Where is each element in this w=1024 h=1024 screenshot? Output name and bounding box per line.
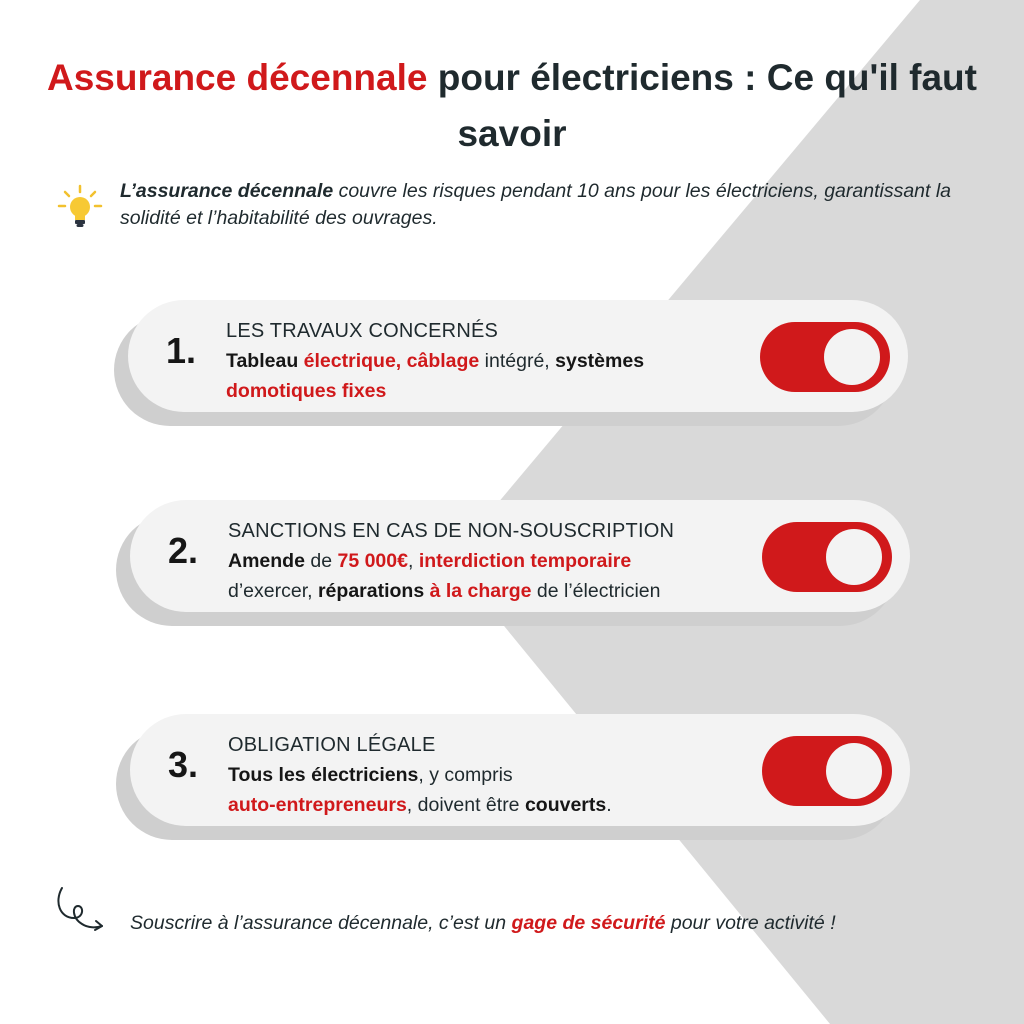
- card-highlight: auto-entrepreneurs: [228, 794, 407, 816]
- toggle-knob: [826, 529, 882, 585]
- outro-before: Souscrire à l’assurance décennale, c’est un: [130, 912, 512, 934]
- card-plain: , doivent être: [406, 794, 525, 816]
- toggle-switch[interactable]: [760, 322, 890, 392]
- title-accent: Assurance décennale: [47, 57, 428, 98]
- closing-text: [130, 910, 890, 937]
- card-heading: OBLIGATION LÉGALE: [228, 734, 436, 756]
- lightbulb-icon: [56, 184, 104, 232]
- intro-rest: couvre les risques pendant 10 ans pour les électriciens, garantissant la solidité et l’habitabilité des ouvrages.: [120, 180, 952, 229]
- card-bold: systèmes: [555, 350, 645, 372]
- card-bold: couverts: [524, 794, 607, 816]
- outro-accent: gage de sécurité: [511, 912, 666, 934]
- card-number: 3.: [168, 744, 199, 785]
- toggle-switch[interactable]: [762, 736, 892, 806]
- page-title: [30, 50, 994, 162]
- card-plain: ,: [407, 550, 419, 572]
- toggle-knob: [826, 743, 882, 799]
- card-heading: LES TRAVAUX CONCERNÉS: [226, 320, 499, 342]
- card-plain: de: [304, 550, 338, 572]
- card-bold: Tous les électriciens: [228, 764, 419, 786]
- card-highlight: domotiques fixes: [226, 380, 387, 402]
- card-bold: Amende: [228, 550, 305, 572]
- toggle-knob: [824, 329, 880, 385]
- card-travaux: [128, 300, 908, 412]
- curly-arrow-icon: [52, 884, 108, 940]
- card-highlight: 75 000€: [337, 550, 408, 572]
- card-plain: .: [606, 794, 612, 816]
- outro-after: pour votre activité !: [665, 912, 836, 934]
- card-text: [228, 516, 808, 606]
- card-bold: réparations: [317, 580, 430, 602]
- card-heading: SANCTIONS EN CAS DE NON-SOUSCRIPTION: [228, 520, 675, 542]
- card-number: 1.: [166, 330, 197, 371]
- card-highlight: à la charge: [429, 580, 532, 602]
- toggle-switch[interactable]: [762, 522, 892, 592]
- card-number: 2.: [168, 530, 199, 571]
- card-plain: intégré,: [479, 350, 556, 372]
- card-plain: d’exercer,: [228, 580, 318, 602]
- card-plain: , y compris: [418, 764, 513, 786]
- card-plain: de l’électricien: [531, 580, 661, 602]
- card-obligation: [130, 714, 910, 826]
- title-rest: pour électriciens : Ce qu'il faut savoir: [427, 57, 977, 154]
- card-text: [226, 316, 766, 406]
- card-highlight: électrique, câblage: [303, 350, 480, 372]
- card-text: [228, 730, 768, 820]
- card-bold: Tableau: [226, 350, 304, 372]
- intro-bold: L’assurance décennale: [120, 180, 334, 202]
- card-sanctions: [130, 500, 910, 612]
- intro-text: [120, 178, 1000, 232]
- card-highlight: interdiction temporaire: [418, 550, 632, 572]
